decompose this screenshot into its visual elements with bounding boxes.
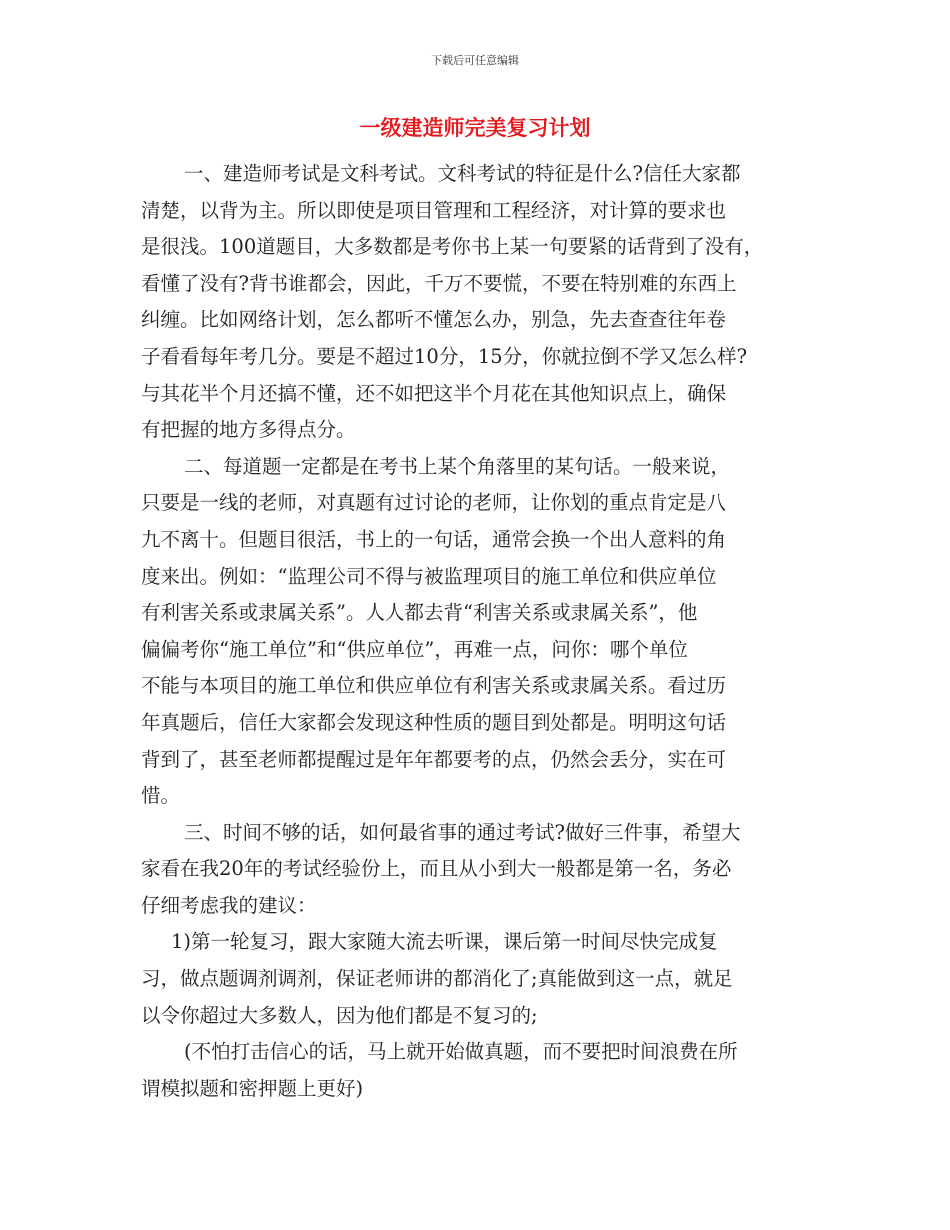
paragraph-line: 纠缠。比如网络计划，怎么都听不懂怎么办，别急，先去查查往年卷 bbox=[141, 308, 727, 332]
paragraph-line: 背到了，甚至老师都提醒过是年年都要考的点，仍然会丢分，实在可 bbox=[141, 747, 727, 771]
document-title: 一级建造师完美复习计划 bbox=[359, 115, 591, 140]
paragraph-line: 看懂了没有?背书谁都会，因此，千万不要慌，不要在特别难的东西上 bbox=[141, 271, 737, 295]
paragraph-line: 一、建造师考试是文科考试。文科考试的特征是什么?信任大家都 bbox=[184, 162, 741, 185]
paragraph-line: 惜。 bbox=[141, 784, 181, 808]
paragraph-line: 习，做点题调剂调剂，保证老师讲的都消化了;真能做到这一点，就足 bbox=[141, 967, 733, 991]
paragraph-line: 清楚，以背为主。所以即使是项目管理和工程经济，对计算的要求也 bbox=[141, 198, 727, 222]
paragraph-line: 有利害关系或隶属关系”。人人都去背“利害关系或隶属关系”，他 bbox=[141, 601, 698, 625]
paragraph-line: 与其花半个月还搞不懂，还不如把这半个月花在其他知识点上，确保 bbox=[141, 381, 727, 405]
paragraph-line: 1)第一轮复习，跟大家随大流去听课，课后第一时间尽快完成复 bbox=[171, 930, 718, 954]
paragraph-line: 不能与本项目的施工单位和供应单位有利害关系或隶属关系。看过历 bbox=[141, 674, 727, 698]
document-body bbox=[141, 156, 809, 1107]
paragraph-line: (不怕打击信心的话，马上就开始做真题，而不要把时间浪费在所 bbox=[184, 1040, 738, 1064]
paragraph-line: 谓模拟题和密押题上更好) bbox=[141, 1076, 364, 1100]
paragraph-line: 以令你超过大多数人，因为他们都是不复习的; bbox=[141, 1003, 538, 1027]
paragraph-line: 度来出。例如：“监理公司不得与被监理项目的施工单位和供应单位 bbox=[141, 564, 717, 588]
paragraph-line: 九不离十。但题目很活，书上的一句话，通常会换一个出人意料的角 bbox=[141, 527, 727, 551]
paragraph-line: 有把握的地方多得点分。 bbox=[141, 418, 356, 442]
paragraph-line: 二、每道题一定都是在考书上某个角落里的某句话。一般来说， bbox=[184, 454, 731, 478]
paragraph-line: 只要是一线的老师，对真题有过讨论的老师，让你划的重点肯定是八 bbox=[141, 491, 727, 515]
page-header: 下载后可任意编辑 bbox=[431, 54, 519, 67]
paragraph-line: 家看在我20年的考试经验份上，而且从小到大一般都是第一名，务必 bbox=[141, 857, 732, 881]
paragraph-line: 子看看每年考几分。要是不超过10分，15分，你就拉倒不学又怎么样? bbox=[141, 344, 748, 368]
paragraph-line: 年真题后，信任大家都会发现这种性质的题目到处都是。明明这句话 bbox=[141, 710, 727, 734]
paragraph-line: 偏偏考你“施工单位”和“供应单位”，再难一点，问你：哪个单位 bbox=[141, 637, 688, 661]
paragraph-line: 三、时间不够的话，如何最省事的通过考试?做好三件事，希望大 bbox=[184, 820, 741, 844]
paragraph-line: 是很浅。100道题目，大多数都是考你书上某一句要紧的话背到了没有， bbox=[141, 235, 764, 259]
paragraph-line: 仔细考虑我的建议： bbox=[141, 893, 317, 917]
